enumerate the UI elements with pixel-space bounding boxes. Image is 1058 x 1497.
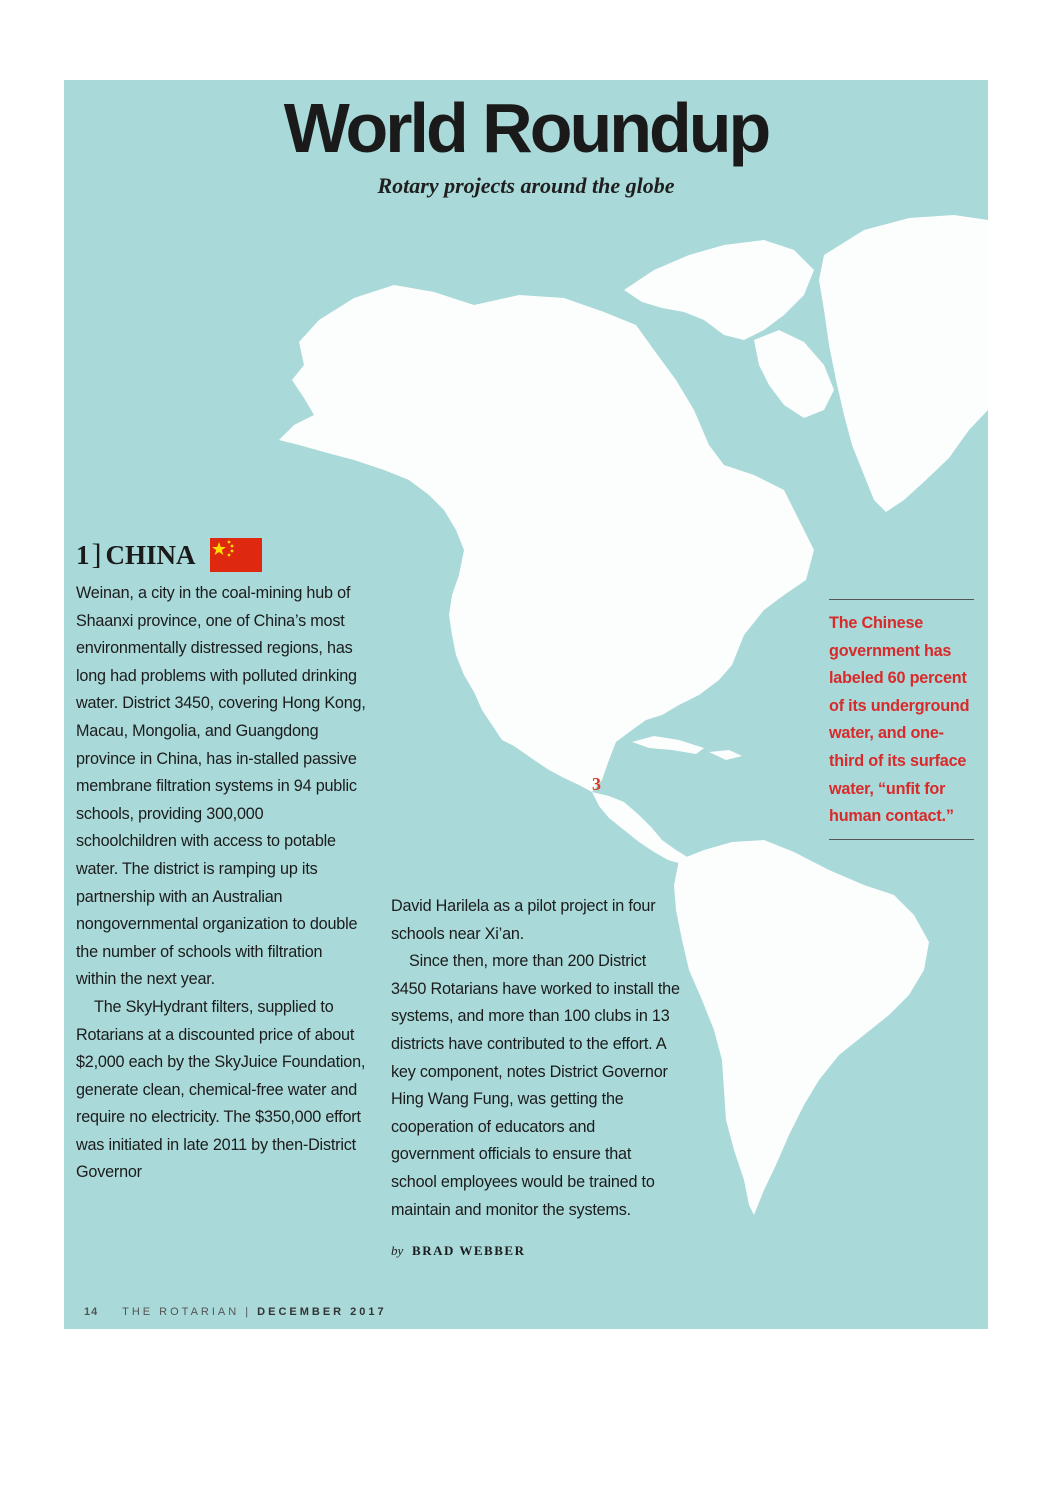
arctic-islands [624, 240, 814, 340]
hispaniola [709, 750, 742, 760]
south-america [674, 840, 929, 1215]
article-paragraph: Since then, more than 200 District 3450 Rotarians have worked to install the systems, and more than 100 clubs in 13 districts have contributed to the effort. A key component, notes District Governor Hing Wang Fung, was getting the cooperation of educators and government officials to ensure that school employees would be trained to maintain and monitor the systems. [391, 952, 680, 1219]
byline-author: BRAD WEBBER [412, 1243, 526, 1258]
page-subtitle: Rotary projects around the globe [377, 173, 675, 198]
section-number: 1 [76, 539, 90, 570]
article-paragraph: The SkyHydrant filters, supplied to Rotarians at a discounted price of about $2,000 each by the SkyJuice Foundation, generate clean, chemical-free water and require no electricity. The $350,000 effort was initiated in late 2011 by then-District Governor [76, 997, 366, 1182]
magazine-page [64, 80, 988, 1329]
section-heading [76, 538, 262, 572]
section-bracket: ] [91, 538, 102, 571]
byline [391, 1243, 525, 1259]
article-column-2 [391, 893, 681, 1224]
byline-prefix: by [391, 1243, 404, 1258]
cuba [632, 736, 704, 754]
article-paragraph: David Harilela as a pilot project in four schools near Xi’an. [391, 897, 656, 943]
issue-date: DECEMBER 2017 [257, 1306, 387, 1318]
pull-quote [829, 599, 974, 840]
footer-separator: | [245, 1306, 252, 1318]
article-column-1 [76, 580, 366, 1187]
china-flag-icon [210, 538, 262, 572]
pull-quote-text: The Chinese government has labeled 60 percent of its underground water, and one-third of its surface water, “unfit for human contact.” [829, 614, 970, 826]
baffin-island [754, 330, 834, 418]
central-america [592, 792, 689, 864]
map-location-marker: 3 [592, 774, 601, 794]
page-footer [84, 1306, 387, 1318]
magazine-name: THE ROTARIAN [122, 1306, 240, 1318]
page-title: World Roundup [283, 89, 769, 167]
section-country: CHINA [105, 539, 196, 570]
greenland [819, 215, 988, 512]
article-paragraph: Weinan, a city in the coal-mining hub of Shaanxi province, one of China’s most environmentally distressed regions, has long had problems with polluted drinking water. District 3450, covering Hong Kong, Macau, Mongolia, and Guangdong province in China, has in-stalled passive membrane filtration systems in 94 public schools, providing 300,000 schoolchildren with access to potable water. The district is ramping up its partnership with an Australian nongovernmental organization to double the number of schools with filtration within the next year. [76, 584, 366, 989]
page-number: 14 [84, 1306, 99, 1318]
